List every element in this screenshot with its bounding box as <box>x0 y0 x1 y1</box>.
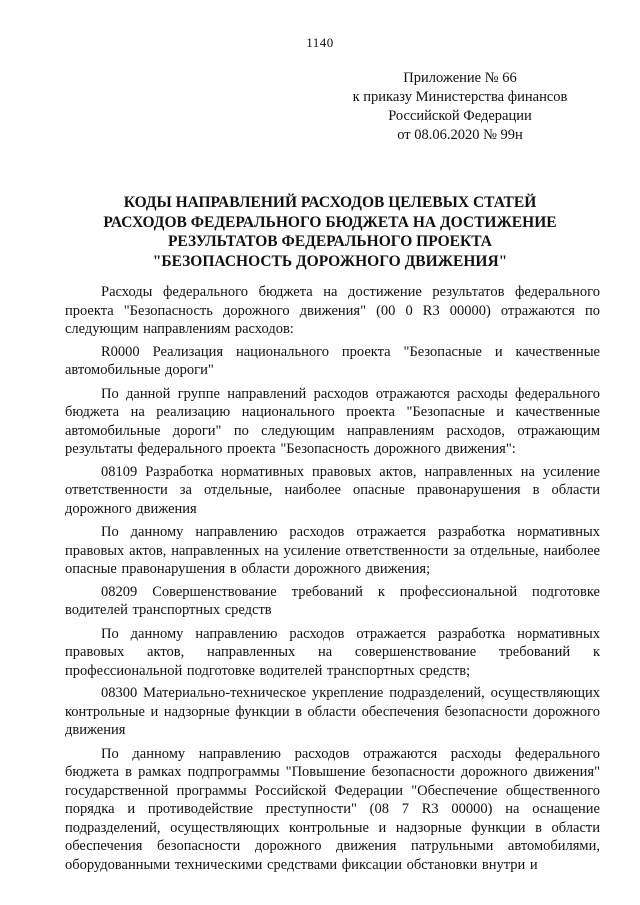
title-line: РЕЗУЛЬТАТОВ ФЕДЕРАЛЬНОГО ПРОЕКТА <box>167 233 493 250</box>
title-line: КОДЫ НАПРАВЛЕНИЙ РАСХОДОВ ЦЕЛЕВЫХ СТАТЕЙ <box>123 194 537 211</box>
document-body <box>65 283 600 878</box>
appendix-date: от 08.06.2020 № 99н <box>397 127 523 143</box>
expense-code-paragraph: R0000 Реализация национального проекта "Безопасные и качественные автомобильные дороги" <box>65 343 600 378</box>
expense-code-paragraph: 08109 Разработка нормативных правовых актов, направленных на усиление ответственности за отдельные, наиболее опасные правонарушения в области дорожного движения <box>65 463 600 517</box>
appendix-ministry: Российской Федерации <box>388 108 532 124</box>
body-paragraph: Расходы федерального бюджета на достижение результатов федерального проекта "Безопасность дорожного движения" (00 0 R3 00000) отражаются по следующим направлениям расходов: <box>65 284 600 337</box>
body-paragraph: По данной группе направлений расходов отражаются расходы федерального бюджета на реализацию национального проекта "Безопасные и качественные автомобильные дороги" по следующим направлениям расходов, отражающим результаты федерального проекта "Безопасность дорожного движения": <box>65 385 600 457</box>
expense-code-paragraph: 08300 Материально-техническое укрепление подразделений, осуществляющих контрольные и надзорные функции в области обеспечения безопасности дорожного движения <box>65 685 600 738</box>
body-paragraph: По данному направлению расходов отражаются расходы федерального бюджета в рамках подпрограммы "Повышение безопасности дорожного движения" государственной программы Российской Федерации "Обеспечение общественного порядка и противодействие преступности" (08 7 R3 00000) на оснащение подразделений, осуществляющих контрольные и надзорные функции в области обеспечения безопасности дорожного движения патрульными автомобилями, оборудованными техническими средствами фиксации обстановки внутри и <box>65 745 600 873</box>
title-line: "БЕЗОПАСНОСТЬ ДОРОЖНОГО ДВИЖЕНИЯ" <box>152 252 508 270</box>
page-number: 1140 <box>306 35 334 50</box>
appendix-header <box>330 69 590 145</box>
body-paragraph: По данному направлению расходов отражается разработка нормативных правовых актов, направленных на совершенствование требований к профессиональной подготовке водителей транспортных средств; <box>65 625 600 679</box>
expense-code-paragraph: 08209 Совершенствование требований к профессиональной подготовке водителей транспортных средств <box>65 583 600 618</box>
document-title <box>60 193 600 271</box>
title-line: РАСХОДОВ ФЕДЕРАЛЬНОГО БЮДЖЕТА НА ДОСТИЖЕНИЕ <box>103 213 557 231</box>
appendix-number: Приложение № 66 <box>403 70 517 86</box>
body-paragraph: По данному направлению расходов отражается разработка нормативных правовых актов, направленных на усиление ответственности за отдельные, наиболее опасные правонарушения в области дорожного движения; <box>65 524 600 577</box>
appendix-order-ref: к приказу Министерства финансов <box>352 89 568 105</box>
